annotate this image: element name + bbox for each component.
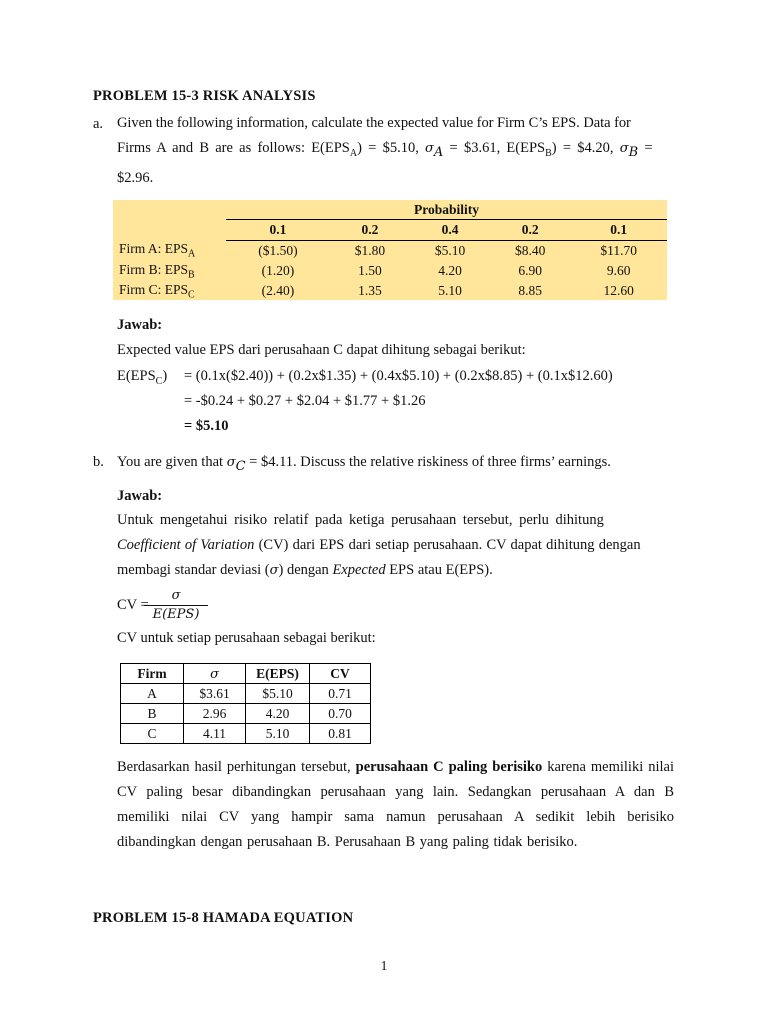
equation-line-2: = -$0.24 + $0.27 + $2.04 + $1.77 + $1.26: [184, 393, 426, 409]
text: ) = $4.20,: [551, 140, 620, 156]
text: karena memiliki nilai CV paling besar dibandingkan perusahaan yang lain. Sedangkan perusahaan A dan B memiliki nilai CV yang hampir sama namun perusahaan A sedikit lebih berisiko dibandingkan dengan perusahaan B. Perusahaan B yang paling tidak berisiko.: [117, 759, 675, 850]
table-row: [121, 704, 371, 724]
answer-label-b: Jawab:: [117, 488, 163, 504]
probability-header: Probability: [413, 201, 479, 217]
eps-cell: 6.90: [518, 263, 543, 278]
text: E(EPS: [117, 368, 156, 384]
label-text: Firm C: EPS: [119, 281, 189, 297]
table-cell: C: [121, 724, 184, 744]
subscript: A: [433, 144, 444, 160]
table-cell: 5.10: [246, 724, 310, 744]
column-header: Firm: [121, 664, 184, 684]
sigma-symbol: σ: [210, 666, 219, 682]
subscript: C: [188, 289, 195, 301]
emphasis: perusahaan C paling berisiko: [355, 759, 543, 775]
sigma-symbol: σ: [226, 455, 236, 470]
column-header: [184, 664, 246, 684]
eps-cell: ($1.50): [258, 243, 298, 258]
eps-cell: 5.10: [438, 283, 462, 298]
text: ): [162, 368, 168, 384]
item-marker-a: a.: [93, 116, 104, 132]
eps-cell: 4.20: [438, 263, 462, 278]
table-cell: 4.20: [246, 704, 310, 724]
cv-table-intro: CV untuk setiap perusahaan sebagai berikut:: [117, 630, 376, 646]
conclusion-paragraph: [117, 755, 674, 855]
sigma-symbol: σ: [619, 141, 629, 156]
table-cell: $3.61: [184, 684, 246, 704]
problem-heading: PROBLEM 15-3 RISK ANALYSIS: [93, 88, 316, 104]
subscript: B: [188, 269, 195, 281]
eps-cell: 1.35: [358, 283, 382, 298]
paragraph-line: [117, 533, 674, 558]
text: EPS atau E(EPS).: [385, 562, 493, 578]
text: membagi standar deviasi (: [117, 562, 270, 578]
fraction-numerator: σ: [144, 589, 208, 606]
paragraph-line: Untuk mengetahui risiko relatif pada ketiga perusahaan tersebut, perlu dihitung: [117, 512, 604, 528]
problem-heading-2: PROBLEM 15-8 HAMADA EQUATION: [93, 910, 354, 926]
row-label: [113, 241, 226, 262]
label-text: Firm B: EPS: [119, 261, 189, 277]
label-text: Firm A: EPS: [119, 241, 189, 257]
column-header: E(EPS): [246, 664, 310, 684]
item-marker-b: b.: [93, 454, 104, 470]
subscript: C: [235, 458, 246, 474]
paragraph-line: [117, 558, 674, 583]
table-row: [121, 724, 371, 744]
eps-cell: 9.60: [606, 263, 631, 278]
equation-result: = $5.10: [184, 418, 229, 434]
table-row: [113, 241, 667, 262]
equation-lhs: [117, 368, 167, 387]
table-cell: 0.81: [310, 724, 371, 744]
subscript: A: [188, 249, 196, 261]
table-cell: 0.71: [310, 684, 371, 704]
eps-cell: (2.40): [261, 283, 295, 298]
eps-cell: 8.85: [518, 283, 543, 298]
text: ) = $5.10,: [357, 140, 426, 156]
subscript: B: [628, 144, 639, 160]
eps-cell: 1.50: [358, 263, 382, 278]
question-b: [117, 454, 611, 474]
eps-cell: $11.70: [600, 243, 637, 258]
text: Berdasarkan hasil perhitungan tersebut,: [117, 759, 356, 775]
probability-value: 0.2: [330, 220, 410, 241]
probability-value: 0.1: [226, 220, 330, 241]
text: You are given that: [117, 454, 227, 470]
probability-value: 0.4: [410, 220, 490, 241]
answer-b-paragraph: [117, 508, 674, 583]
emphasis: Expected: [332, 562, 386, 578]
equation-line-1: = (0.1x($2.40)) + (0.2x$1.35) + (0.4x$5.10) + (0.2x$8.85) + (0.1x$12.60): [184, 368, 613, 384]
table-cell: A: [121, 684, 184, 704]
page-number: 1: [380, 958, 388, 973]
row-label: [113, 281, 226, 301]
eps-cell: $5.10: [434, 243, 466, 258]
text: = $3.61, E(EPS: [443, 140, 546, 156]
question-a-line1: Given the following information, calculate the expected value for Firm C’s EPS. Data for: [117, 115, 631, 131]
table-cell: B: [121, 704, 184, 724]
question-a-line3: $2.96.: [117, 169, 154, 186]
subscript: B: [545, 147, 552, 159]
sigma-symbol: σ: [425, 141, 434, 156]
eps-cell: 12.60: [603, 283, 634, 298]
subscript: A: [349, 147, 358, 159]
cv-formula-lhs: CV =: [117, 597, 149, 613]
row-label: [113, 261, 226, 281]
empty-cell: [113, 220, 226, 241]
table-row: [113, 281, 667, 301]
cv-formula-fraction: [144, 589, 208, 624]
table-cell: 0.70: [310, 704, 371, 724]
text: = $4.11. Discuss the relative riskiness of three firms’ earnings.: [245, 454, 611, 470]
fraction-denominator: E(EPS): [152, 607, 200, 622]
subscript: C: [155, 375, 163, 387]
text: Firms A and B are as follows: E(EPS: [117, 140, 350, 156]
table-cell: $5.10: [246, 684, 310, 704]
eps-cell: $1.80: [354, 243, 386, 258]
table-cell: 4.11: [184, 724, 246, 744]
table-row: [121, 684, 371, 704]
answer-a-intro: Expected value EPS dari perusahaan C dapat dihitung sebagai berikut:: [117, 342, 526, 358]
probability-value: 0.2: [490, 220, 570, 241]
answer-label-a: Jawab:: [117, 317, 163, 333]
text: ) dengan: [278, 562, 333, 578]
empty-cell: [113, 200, 226, 220]
eps-cell: $8.40: [515, 243, 546, 258]
table-row: [113, 261, 667, 281]
column-header: CV: [310, 664, 371, 684]
eps-cell: (1.20): [261, 263, 295, 278]
question-a-line2: [117, 136, 674, 166]
text: (CV) dari EPS dari setiap perusahaan. CV dapat dihitung dengan: [254, 537, 641, 553]
cv-table: [120, 663, 371, 744]
probability-value: 0.1: [570, 220, 667, 241]
text: =: [638, 140, 653, 156]
table-cell: 2.96: [184, 704, 246, 724]
probability-table: [113, 200, 667, 300]
emphasis: Coefficient of Variation: [117, 537, 255, 553]
question-a: [117, 111, 674, 191]
sigma-symbol: σ: [269, 563, 279, 578]
